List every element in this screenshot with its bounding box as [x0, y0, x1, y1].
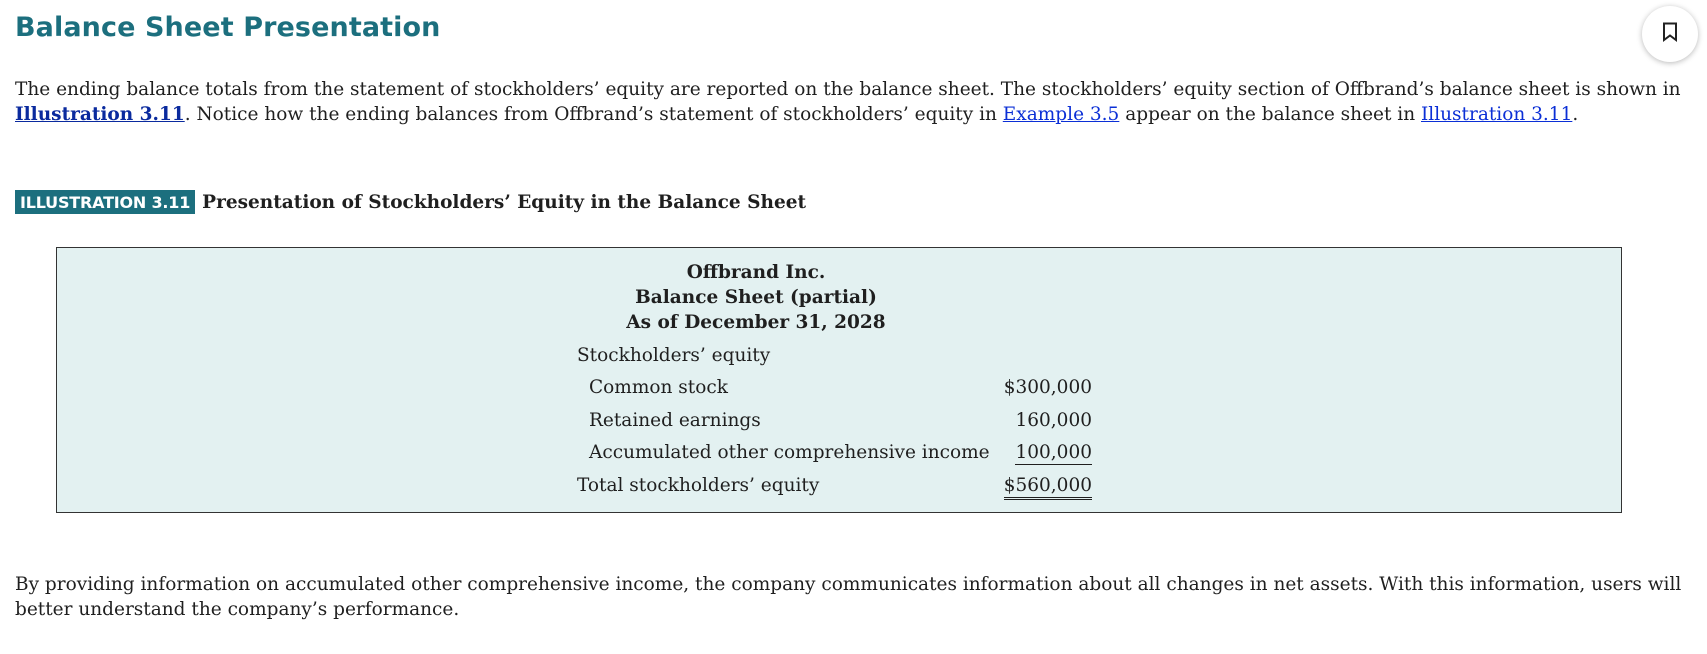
- row-amount: 160,000: [1015, 410, 1092, 431]
- intro-text: The ending balance totals from the statement of stockholders’ equity are reported on the balance sheet. The stockholders’ equity section of Offbrand’s balance sheet is shown in: [15, 79, 1681, 100]
- statement-name: Balance Sheet (partial): [635, 287, 877, 308]
- company-name: Offbrand Inc.: [686, 262, 826, 283]
- total-amount: $560,000: [1004, 474, 1092, 500]
- illustration-badge: ILLUSTRATION 3.11: [15, 190, 195, 214]
- row-label: Retained earnings: [589, 410, 761, 431]
- balance-sheet-table: [56, 247, 1622, 513]
- intro-text: .: [1572, 104, 1579, 125]
- illustration-link[interactable]: Illustration 3.11: [15, 104, 185, 125]
- closing-paragraph: By providing information on accumulated other comprehensive income, the company communicates information about all changes in net assets. With this information, users will better understand the company’s performance.: [15, 574, 1682, 620]
- row-amount: 100,000: [1015, 442, 1092, 463]
- row-label: Accumulated other comprehensive income: [589, 442, 990, 463]
- statement-date: As of December 31, 2028: [626, 312, 886, 333]
- intro-text: appear on the balance sheet in: [1119, 104, 1421, 125]
- section-title: Balance Sheet Presentation: [15, 12, 441, 43]
- bookmark-button[interactable]: [1642, 6, 1698, 62]
- example-link[interactable]: Example 3.5: [1002, 104, 1120, 125]
- row-label: Common stock: [589, 377, 728, 398]
- row-amount: $300,000: [1003, 377, 1092, 398]
- intro-paragraph: [15, 77, 1685, 127]
- illustration-caption: [15, 190, 806, 214]
- intro-text: . Notice how the ending balances from Offbrand’s statement of stockholders’ equity in: [184, 104, 1003, 125]
- illustration-link[interactable]: Illustration 3.11: [1421, 104, 1573, 125]
- total-label: Total stockholders’ equity: [577, 475, 820, 496]
- balance-sheet-header: [0, 260, 1538, 335]
- illustration-title: Presentation of Stockholders’ Equity in the Balance Sheet: [202, 191, 807, 213]
- section-label: Stockholders’ equity: [577, 345, 771, 366]
- bookmark-icon: [1662, 22, 1678, 46]
